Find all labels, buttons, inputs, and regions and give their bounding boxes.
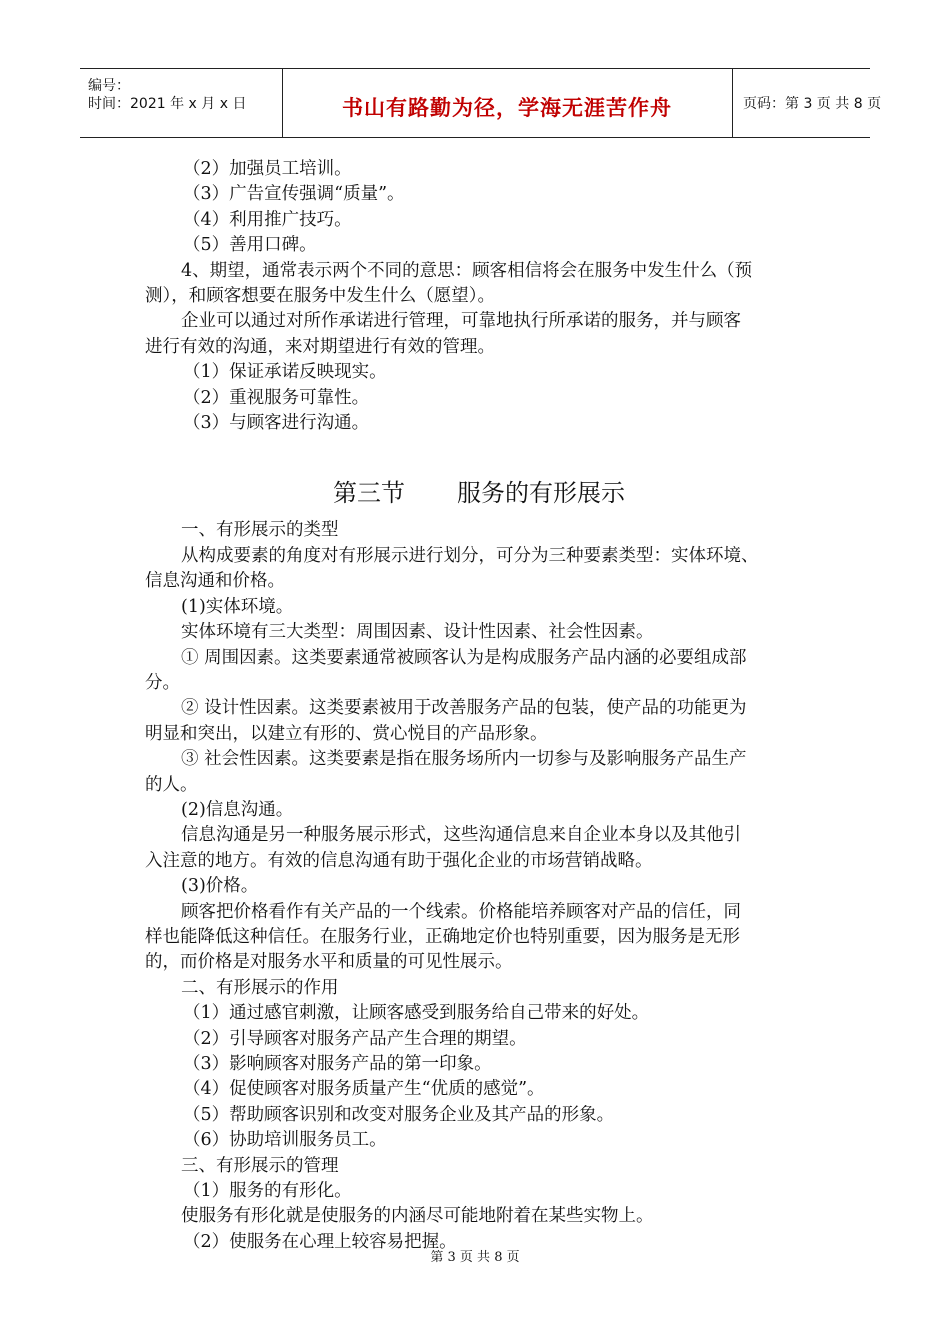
text-line: 三、有形展示的管理 [181,1155,339,1176]
section-title: 服务的有形展示 [457,479,625,508]
text-line: 明显和突出，以建立有形的、赏心悦目的产品形象。 [145,723,548,744]
text-line: （2）加强员工培训。 [183,159,352,179]
text-line: 分。 [145,672,180,693]
text-line: 使服务有形化就是使服务的内涵尽可能地附着在某些实物上。 [181,1206,654,1227]
text-line: 二、有形展示的作用 [181,977,339,998]
text-line: （6）协助培训服务员工。 [183,1130,387,1151]
text-line: 实体环境有三大类型：周围因素、设计性因素、社会性因素。 [181,622,654,643]
text-line: 从构成要素的角度对有形展示进行划分，可分为三种要素类型：实体环境、 [181,545,759,566]
text-line: (2)信息沟通。 [181,799,294,820]
text-line: 进行有效的沟通，来对期望进行有效的管理。 [145,336,495,357]
footer-page-number: 第 3 页 共 8 页 [430,1250,520,1265]
text-line: ③ 社会性因素。这类要素是指在服务场所内一切参与及影响服务产品生产 [181,749,747,770]
text-line: （5）帮助顾客识别和改变对服务企业及其产品的形象。 [183,1104,615,1125]
header-meta-cell [80,69,283,137]
motto: 书山有路勤为径，学海无涯苦作舟 [342,96,672,120]
text-line: (1)实体环境。 [181,596,294,617]
text-line: （1）服务的有形化。 [183,1181,352,1202]
text-line: 的，而价格是对服务水平和质量的可见性展示。 [145,952,513,973]
number-label: 编号： [88,78,130,94]
text-line: （4）促使顾客对服务质量产生“优质的感觉”。 [183,1079,545,1100]
text-line: 顾客把价格看作有关产品的一个线索。价格能培养顾客对产品的信任，同 [181,901,741,922]
page-footer [0,1246,950,1265]
text-line: （1）保证承诺反映现实。 [183,362,387,383]
header-motto-cell [282,69,733,137]
header-page-cell [733,69,882,137]
text-line: 企业可以通过对所作承诺进行管理，可靠地执行所承诺的服务，并与顾客 [181,311,741,332]
text-line: 测），和顾客想要在服务中发生什么（愿望）。 [145,286,495,307]
text-line: 入注意的地方。有效的信息沟通有助于强化企业的市场营销战略。 [145,850,653,871]
text-line: （1）通过感官刺激，让顾客感受到服务给自己带来的好处。 [183,1003,650,1024]
time-label: 时间：2021 年 x 月 x 日 [88,96,247,112]
text-line: 一、有形展示的类型 [181,520,339,541]
text-line: ① 周围因素。这类要素通常被顾客认为是构成服务产品内涵的必要组成部 [181,647,747,668]
text-line: 信息沟通和价格。 [145,571,285,592]
text-line: （3）广告宣传强调“质量”。 [183,184,405,205]
text-line: (3)价格。 [181,876,259,897]
text-line: （5）善用口碑。 [183,235,317,256]
section-number: 第三节 [333,479,405,508]
paragraph-block-a [145,157,813,436]
text-line: 4、期望，通常表示两个不同的意思：顾客相信将会在服务中发生什么（预 [181,260,753,281]
section-spacer [145,436,813,476]
text-line: （2）重视服务可靠性。 [183,387,370,408]
paragraph-block-b [145,518,813,1255]
text-line: 信息沟通是另一种服务展示形式，这些沟通信息来自企业本身以及其他引 [181,825,741,846]
page-label: 页码：第 3 页 共 8 页 [743,96,882,112]
document-body [145,157,813,1255]
text-line: （2）使服务在心理上较容易把握。 [183,1231,457,1252]
page-header [80,68,882,138]
text-line: ② 设计性因素。这类要素被用于改善服务产品的包装，使产品的功能更为 [181,698,747,719]
section-heading [145,476,813,510]
text-line: 的人。 [145,774,198,795]
text-line: （2）引导顾客对服务产品产生合理的期望。 [183,1028,527,1049]
text-line: （3）影响顾客对服务产品的第一印象。 [183,1054,492,1074]
text-line: （3）与顾客进行沟通。 [183,413,370,434]
text-line: （4）利用推广技巧。 [183,209,352,230]
text-line: 样也能降低这种信任。在服务行业，正确地定价也特别重要，因为服务是无形 [145,926,740,947]
